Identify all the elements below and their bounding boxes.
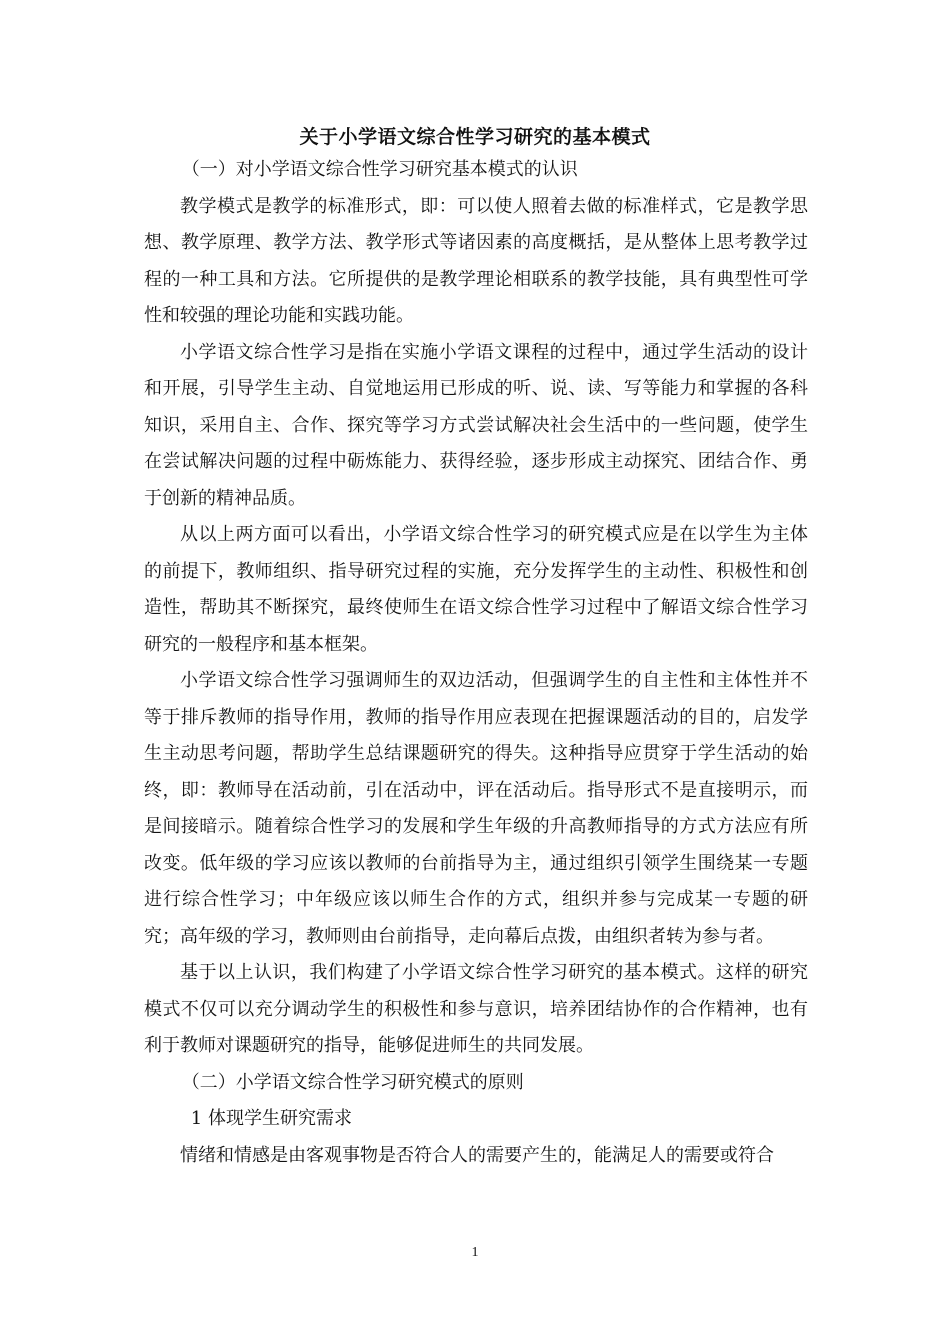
section-heading-1: （一）对小学语文综合性学习研究基本模式的认识 xyxy=(181,159,578,180)
paragraph-4: 小学语文综合性学习强调师生的双边活动，但强调学生的自主性和主体性并不等于排斥教师的指导作用，教师的指导作用应表现在把握课题活动的目的，启发学生主动思考问题，帮助学生总结课题研究的得失。这种指导应贯穿于学生活动的始终，即：教师导在活动前，引在活动中，评在活动后。指导形式不是直接明示，而是间接暗示。随着综合性学习的发展和学生年级的升高教师指导的方式方法应有所改变。低年级的学习应该以教师的台前指导为主，通过组织引领学生围绕某一专题进行综合性学习；中年级应该以师生合作的方式，组织并参与完成某一专题的研究；高年级的学习，教师则由台前指导，走向幕后点拨，由组织者转为参与者。 xyxy=(144,670,808,947)
paragraph-2: 小学语文综合性学习是指在实施小学语文课程的过程中，通过学生活动的设计和开展，引导学生主动、自觉地运用已形成的听、说、读、写等能力和掌握的各科知识，采用自主、合作、探究等学习方式尝试解决社会生活中的一些问题，使学生在尝试解决问题的过程中砺炼能力、获得经验，逐步形成主动探究、团结合作、勇于创新的精神品质。 xyxy=(144,341,808,509)
paragraph-5: 基于以上认识，我们构建了小学语文综合性学习研究的基本模式。这样的研究模式不仅可以充分调动学生的积极性和参与意识，培养团结协作的合作精神，也有利于教师对课题研究的指导，能够促进师生的共同发展。 xyxy=(144,962,808,1056)
section-heading-2: （二）小学语文综合性学习研究模式的原则 xyxy=(181,1071,524,1093)
document-body xyxy=(144,152,808,1174)
document-title: 关于小学语文综合性学习研究的基本模式 xyxy=(299,126,651,148)
page-number: 1 xyxy=(471,1245,479,1260)
paragraph-3: 从以上两方面可以看出，小学语文综合性学习的研究模式应是在以学生为主体的前提下，教师组织、指导研究过程的实施，充分发挥学生的主动性、积极性和创造性，帮助其不断探究，最终使师生在语文综合性学习过程中了解语文综合性学习研究的一般程序和基本框架。 xyxy=(144,524,808,655)
subsection-heading-1: 1 体现学生研究需求 xyxy=(190,1108,352,1129)
paragraph-1: 教学模式是教学的标准形式，即：可以使人照着去做的标准样式，它是教学思想、教学原理、教学方法、教学形式等诸因素的高度概括，是从整体上思考教学过程的一种工具和方法。它所提供的是教学理论相联系的教学技能，具有典型性可学性和较强的理论功能和实践功能。 xyxy=(144,195,808,326)
paragraph-6: 情绪和情感是由客观事物是否符合人的需要产生的，能满足人的需要或符合 xyxy=(180,1144,774,1166)
